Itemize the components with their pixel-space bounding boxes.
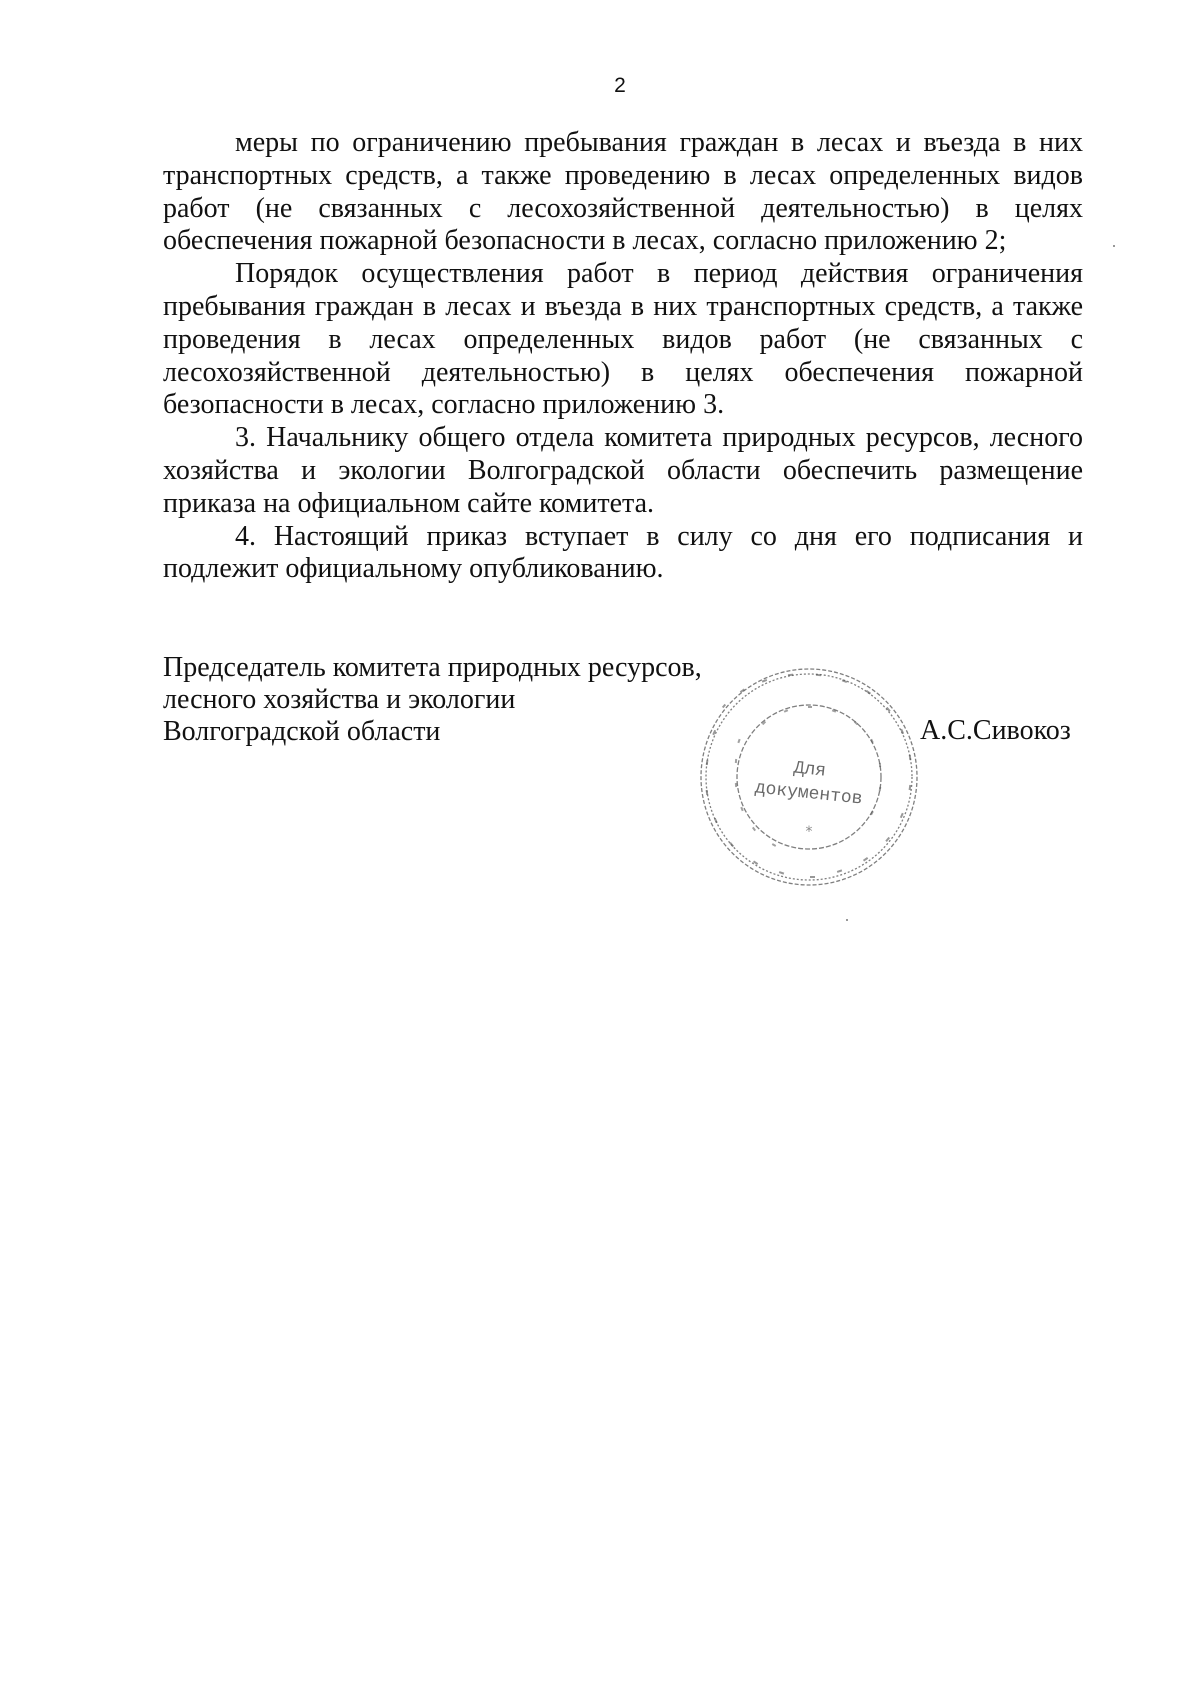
paragraph-item-3: 3. Начальнику общего отдела комитета природных ресурсов, лесного хозяйства и экологии Волгоградской области обеспечить размещение приказа на официальном сайте комитета. [163, 422, 1083, 519]
stamp-center-line-2: документов [753, 778, 864, 810]
paragraph-procedure: Порядок осуществления работ в период действия ограничения пребывания граждан в лесах и въезда в них транспортных средств, а также проведения в лесах определенных видов работ (не связанных с лесохозяйственной деятельностью) в целях обеспечения пожарной безопасности в лесах, согласно приложению 3. [163, 258, 1083, 421]
scan-speck [846, 919, 848, 921]
signatory-name: А.С.Сивокоз [920, 715, 1071, 746]
paragraph-item-4: 4. Настоящий приказ вступает в силу со дня его подписания и подлежит официальному опубликованию. [163, 520, 1083, 585]
stamp-star: * [805, 824, 813, 840]
signatory-position [163, 652, 702, 748]
scan-speck [1113, 245, 1115, 247]
stamp-center-line-1: Для [792, 758, 827, 782]
document-body [163, 127, 1083, 586]
official-stamp [692, 660, 927, 895]
signatory-position-line: Председатель комитета природных ресурсов, [163, 652, 702, 683]
signatory-position-line: Волгоградской области [163, 716, 441, 747]
paragraph-measures: меры по ограничению пребывания граждан в лесах и въезда в них транспортных средств, а также проведению в лесах определенных видов работ (не связанных с лесохозяйственной деятельностью) в целях обеспечения пожарной безопасности в лесах, согласно приложению 2; [163, 127, 1083, 257]
signatory-position-line: лесного хозяйства и экологии [163, 684, 516, 715]
page-number: 2 [614, 74, 626, 97]
